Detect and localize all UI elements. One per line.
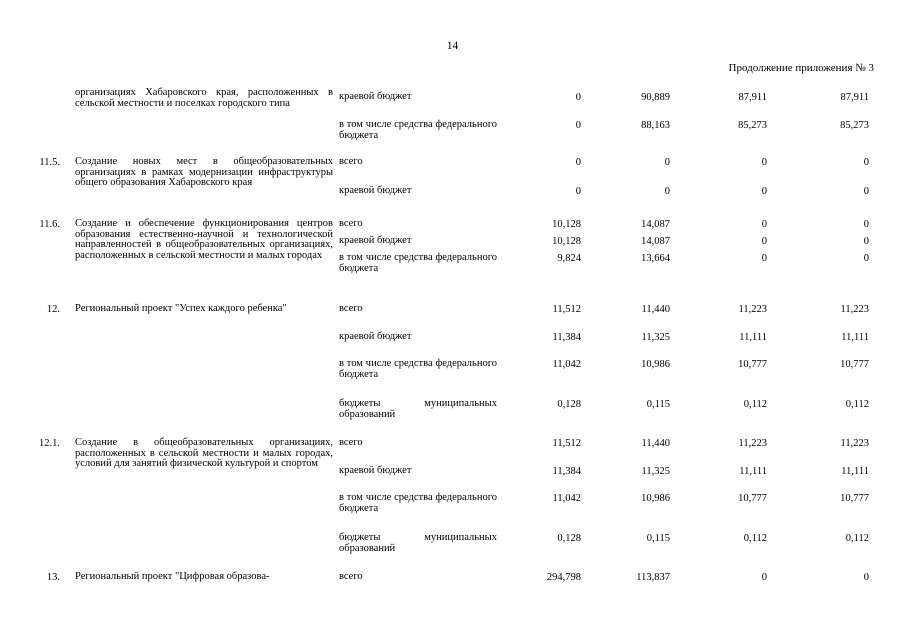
value-year-1: 11,512 — [552, 304, 581, 315]
value-year-2: 0 — [664, 157, 670, 168]
funding-source: всего — [339, 156, 363, 167]
value-year-4: 0 — [863, 219, 869, 230]
value-year-2: 13,664 — [641, 253, 670, 264]
funding-source: всего — [339, 437, 363, 448]
value-year-3: 87,911 — [738, 92, 767, 103]
value-year-3: 0 — [761, 253, 767, 264]
value-year-2: 11,440 — [641, 304, 670, 315]
value-year-1: 11,384 — [552, 466, 581, 477]
value-year-3: 85,273 — [738, 120, 767, 131]
row-number: 11.5. — [39, 157, 60, 168]
value-year-1: 11,042 — [552, 493, 581, 504]
value-year-2: 0,115 — [646, 533, 670, 544]
funding-source: краевой бюджет — [339, 185, 412, 196]
value-year-1: 0 — [575, 157, 581, 168]
funding-source: бюджеты муниципальных образований — [339, 532, 497, 554]
value-year-3: 11,111 — [739, 332, 767, 343]
funding-source: краевой бюджет — [339, 235, 412, 246]
row-number: 12. — [46, 304, 60, 315]
value-year-4: 0,112 — [845, 399, 869, 410]
value-year-4: 0 — [863, 186, 869, 197]
value-year-1: 0 — [575, 186, 581, 197]
value-year-3: 0,112 — [743, 533, 767, 544]
value-year-4: 10,777 — [840, 359, 869, 370]
row-description: Региональный проект "Успех каждого ребенка" — [75, 303, 287, 314]
value-year-3: 11,223 — [738, 438, 767, 449]
value-year-1: 11,384 — [552, 332, 581, 343]
value-year-1: 10,128 — [552, 236, 581, 247]
value-year-3: 11,223 — [738, 304, 767, 315]
value-year-3: 10,777 — [738, 359, 767, 370]
value-year-2: 113,837 — [636, 572, 670, 583]
value-year-4: 11,111 — [841, 332, 869, 343]
row-description: Создание в общеобразовательных организациях, расположенных в сельской местности и малых городах, условий для занятий физической культурой и спортом — [75, 437, 333, 469]
value-year-2: 10,986 — [641, 493, 670, 504]
funding-source: всего — [339, 571, 363, 582]
value-year-4: 0 — [863, 253, 869, 264]
value-year-3: 0,112 — [743, 399, 767, 410]
value-year-3: 11,111 — [739, 466, 767, 477]
value-year-4: 11,111 — [841, 466, 869, 477]
value-year-2: 11,440 — [641, 438, 670, 449]
value-year-3: 0 — [761, 157, 767, 168]
value-year-4: 0,112 — [845, 533, 869, 544]
value-year-1: 0 — [575, 92, 581, 103]
value-year-2: 10,986 — [641, 359, 670, 370]
value-year-1: 11,042 — [552, 359, 581, 370]
funding-source: всего — [339, 303, 363, 314]
value-year-4: 87,911 — [840, 92, 869, 103]
value-year-3: 0 — [761, 572, 767, 583]
funding-source: в том числе средства федерального бюджета — [339, 119, 497, 141]
value-year-2: 14,087 — [641, 219, 670, 230]
value-year-2: 11,325 — [641, 466, 670, 477]
funding-source: в том числе средства федерального бюджета — [339, 492, 497, 514]
value-year-4: 10,777 — [840, 493, 869, 504]
row-number: 12.1. — [39, 438, 60, 449]
funding-source: в том числе средства федерального бюджета — [339, 252, 497, 274]
value-year-2: 11,325 — [641, 332, 670, 343]
value-year-2: 0 — [664, 186, 670, 197]
funding-source: краевой бюджет — [339, 91, 412, 102]
value-year-3: 0 — [761, 186, 767, 197]
funding-source: бюджеты муниципальных образований — [339, 398, 497, 420]
value-year-4: 85,273 — [840, 120, 869, 131]
continuation-label: Продолжение приложения № 3 — [728, 62, 874, 74]
funding-source: краевой бюджет — [339, 465, 412, 476]
value-year-1: 0,128 — [557, 533, 581, 544]
value-year-4: 0 — [863, 572, 869, 583]
page-number: 14 — [446, 40, 459, 52]
row-description: Региональный проект "Цифровая образова- — [75, 571, 270, 582]
row-number: 13. — [46, 572, 60, 583]
value-year-1: 10,128 — [552, 219, 581, 230]
row-number: 11.6. — [39, 219, 60, 230]
value-year-3: 0 — [761, 236, 767, 247]
value-year-1: 0 — [575, 120, 581, 131]
funding-source: краевой бюджет — [339, 331, 412, 342]
value-year-1: 294,798 — [546, 572, 581, 583]
value-year-4: 11,223 — [840, 438, 869, 449]
value-year-4: 0 — [863, 236, 869, 247]
row-description: Создание и обеспечение функционирования центров образования естественно-научной и технологической направленностей в общеобразовательных организациях, расположенных в сельской местности и малых городах — [75, 218, 333, 261]
value-year-4: 0 — [863, 157, 869, 168]
funding-source: в том числе средства федерального бюджета — [339, 358, 497, 380]
value-year-3: 0 — [761, 219, 767, 230]
value-year-2: 14,087 — [641, 236, 670, 247]
value-year-4: 11,223 — [840, 304, 869, 315]
row-description: Создание новых мест в общеобразовательных организациях в рамках модернизации инфраструктуры общего образования Хабаровского края — [75, 156, 333, 188]
value-year-1: 9,824 — [557, 253, 581, 264]
value-year-1: 11,512 — [552, 438, 581, 449]
value-year-1: 0,128 — [557, 399, 581, 410]
row-description: организациях Хабаровского края, расположенных в сельской местности и поселках городского типа — [75, 87, 333, 109]
value-year-3: 10,777 — [738, 493, 767, 504]
value-year-2: 0,115 — [646, 399, 670, 410]
value-year-2: 90,889 — [641, 92, 670, 103]
value-year-2: 88,163 — [641, 120, 670, 131]
funding-source: всего — [339, 218, 363, 229]
